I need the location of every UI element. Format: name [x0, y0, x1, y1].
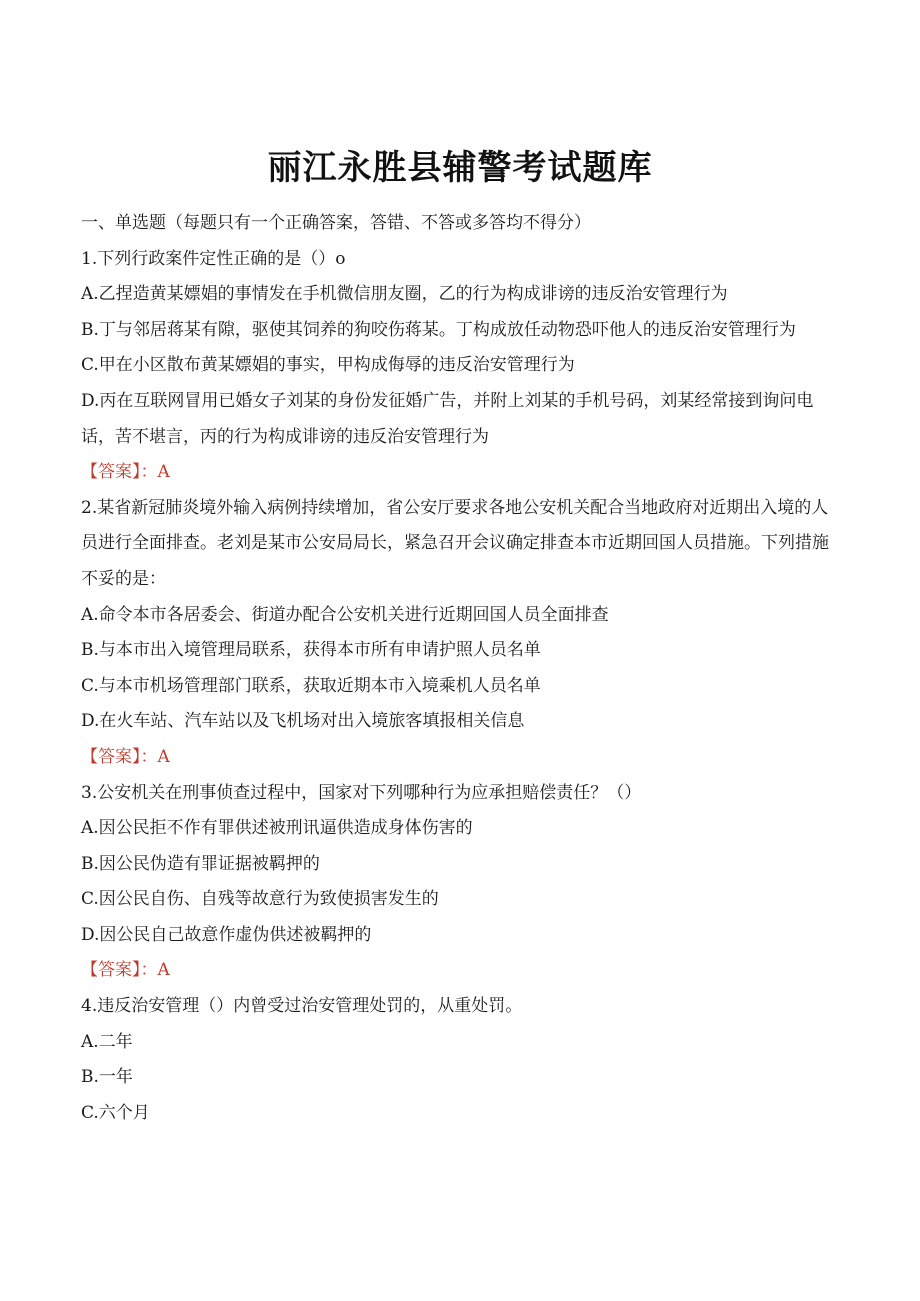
document-title: 丽江永胜县辅警考试题库: [267, 148, 653, 188]
question-stem: 1.下列行政案件定性正确的是（）o: [81, 248, 346, 269]
answer-value: A: [157, 462, 170, 483]
question-option: A.乙捏造黄某嫖娼的事情发在手机微信朋友圈，乙的行为构成诽谤的违反治安管理行为: [81, 284, 728, 305]
question-option: B.一年: [81, 1067, 133, 1088]
question-stem: 2.某省新冠肺炎境外输入病例持续增加，省公安厅要求各地公安机关配合当地政府对近期出入境的人员进行全面排查。老刘是某市公安局局长，紧急召开会议确定排查本市近期回国人员措施。下列措施不妥的是：: [81, 497, 829, 589]
answer-line: [81, 455, 841, 491]
question-option: D.在火车站、汽车站以及飞机场对出入境旅客填报相关信息: [81, 711, 525, 732]
question-stem: 3.公安机关在刑事侦查过程中，国家对下列哪种行为应承担赔偿责任？（）: [81, 782, 642, 803]
document-body: [81, 206, 841, 1131]
question-option: B.与本市出入境管理局联系，获得本市所有申请护照人员名单: [81, 640, 541, 661]
question-option: B.丁与邻居蒋某有隙，驱使其饲养的狗咬伤蒋某。丁构成放任动物恐吓他人的违反治安管理行为: [81, 319, 796, 340]
answer-line: [81, 953, 841, 989]
question-option: A.因公民拒不作有罪供述被刑讯逼供造成身体伤害的: [81, 818, 473, 839]
question-option: B.因公民伪造有罪证据被羁押的: [81, 853, 320, 874]
answer-label: 【答案】：: [81, 960, 158, 981]
question-option: D.因公民自己故意作虚伪供述被羁押的: [81, 924, 372, 945]
question-stem: 4.违反治安管理（）内曾受过治安管理处罚的，从重处罚。: [81, 996, 523, 1017]
question-option: C.甲在小区散布黄某嫖娼的事实，甲构成侮辱的违反治安管理行为: [81, 355, 575, 376]
answer-line: [81, 740, 841, 776]
answer-label: 【答案】：: [81, 462, 158, 483]
answer-label: 【答案】：: [81, 746, 158, 767]
question-option: C.因公民自伤、自残等故意行为致使损害发生的: [81, 889, 439, 910]
question-option: C.六个月: [81, 1102, 150, 1123]
question-option: A.命令本市各居委会、街道办配合公安机关进行近期回国人员全面排查: [81, 604, 609, 625]
answer-value: A: [157, 960, 170, 981]
section-heading: 一、单选题（每题只有一个正确答案，答错、不答或多答均不得分）: [81, 213, 591, 233]
question-option: D.丙在互联网冒用已婚女子刘某的身份发征婚广告，并附上刘某的手机号码，刘某经常接到询问电话，苦不堪言，丙的行为构成诽谤的违反治安管理行为: [81, 390, 814, 447]
question-option: C.与本市机场管理部门联系，获取近期本市入境乘机人员名单: [81, 675, 541, 696]
answer-value: A: [157, 746, 170, 767]
question-option: A.二年: [81, 1031, 133, 1052]
